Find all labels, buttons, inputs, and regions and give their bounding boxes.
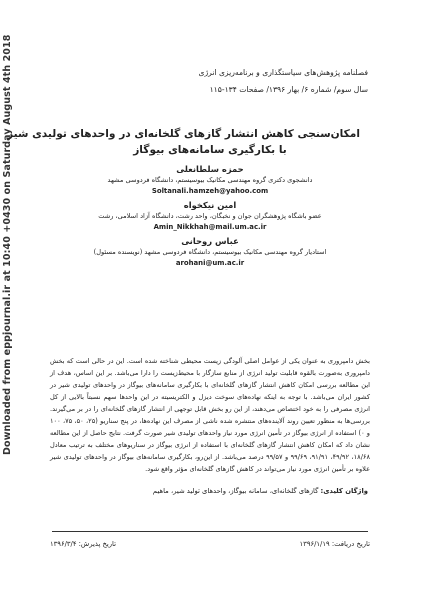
author-name: حمزه سلطانعلی — [176, 164, 244, 174]
keywords — [153, 487, 368, 495]
received-date: تاریخ دریافت: ۱۳۹۶/۱/۱۹ — [299, 540, 370, 548]
author-email[interactable]: Soltanali.hamzeh@yahoo.com — [151, 187, 269, 195]
download-stamp-text: Downloaded from eppjournal.ir at 10:40 +0430 on Saturday August 4th 2018 — [2, 34, 13, 455]
author-affiliation: دانشجوی دکتری گروه مهندسی مکانیک بیوسیستم، دانشگاه فردوسی مشهد — [107, 176, 313, 184]
author-block-3 — [60, 236, 360, 269]
divider — [52, 531, 368, 532]
author-name: امین نیکخواه — [183, 200, 237, 210]
author-email[interactable]: arohani@um.ac.ir — [175, 259, 245, 267]
author-affiliation: عضو باشگاه پژوهشگران جوان و نخبگان، واحد رشت، دانشگاه آزاد اسلامی، رشت — [98, 212, 322, 220]
title-line-1: امکان‌سنجی کاهش انتشار گازهای گلخانه‌ای در واحدهای تولیدی شیر — [7, 128, 360, 140]
author-email[interactable]: Amin_Nikkhah@mail.um.ac.ir — [153, 223, 267, 231]
abstract-text: بخش دامپروری به عنوان یکی از عوامل اصلی آلودگی زیست محیطی شناخته شده است. این در حالی است که بخش دامپروری به‌صورت بالقوه قابلیت تولید انرژی از منابع سازگار با محیط‌زیست را دارا می‌باشد. بر این اساس، هدف از این مطالعه بررسی امکان کاهش انتشار گازهای گلخانه‌ای با بکارگیری سامانه‌های بیوگاز در واحدهای تولیدی شیر در کشور ایران می‌باشد. با توجه به اینکه نهاده‌های سوخت دیزل و الکتریسیته در این واحدها سهم نسبتاً بالایی از کل انرژی مصرفی را به خود اختصاص می‌دهند، از این رو بخش قابل توجهی از انتشار گازهای گلخانه‌ای را در بر می‌گیرند. بررسی‌ها به منظور تعیین روند آلاینده‌های منتشره شده ناشی از مصرف این نهاده‌ها، در پنج سناریو (۲۵، ۵۰، ۷۵، ۱۰۰ و ۰) استفاده از انرژی بیوگاز در تأمین انرژی مورد نیاز واحدهای تولیدی شیر صورت گرفت. نتایج حاصل از این مطالعه نشان داد که امکان کاهش انتشار گازهای گلخانه‌ای با استفاده از انرژی بیوگاز در سناریوهای مختلف به ترتیب معادل ۱۸/۶۸، ۴۹/۹۲، ۹۱/۹۱، ۹۹/۶۹ و ۹۹/۵۷ درصد می‌باشد. از این‌رو، بکارگیری سامانه‌های بیوگاز در واحدهای تولیدی شیر علاوه بر تأمین انرژی مورد نیاز می‌تواند در کاهش گازهای گلخانه‌ای مؤثر واقع شود. — [50, 357, 370, 473]
author-block-2 — [60, 200, 360, 233]
author-name: عباس روحانی — [181, 236, 239, 246]
title-line-2: با بکارگیری سامانه‌های بیوگاز — [133, 144, 287, 156]
keywords-text: گازهای گلخانه‌ای، سامانه بیوگاز، واحدهای تولید شیر، ماهیم — [152, 487, 319, 495]
journal-issue: سال سوم/ شماره ۶/ بهار ۱۳۹۶/ صفحات ۱۳۴-۱۱۵ — [209, 85, 368, 94]
journal-header — [68, 64, 368, 98]
article-title — [7, 126, 360, 158]
journal-name: فصلنامه پژوهش‌های سیاستگذاری و برنامه‌ریزی انرژی — [198, 68, 368, 77]
download-stamp — [2, 34, 16, 455]
accepted-date: تاریخ پذیرش: ۱۳۹۶/۳/۴ — [50, 540, 117, 548]
author-block-1 — [60, 164, 360, 197]
keywords-label: واژگان کلیدی: — [320, 487, 368, 495]
author-affiliation: استادیار گروه مهندسی مکانیک بیوسیستم، دانشگاه فردوسی مشهد (نویسنده مسئول) — [93, 248, 327, 256]
